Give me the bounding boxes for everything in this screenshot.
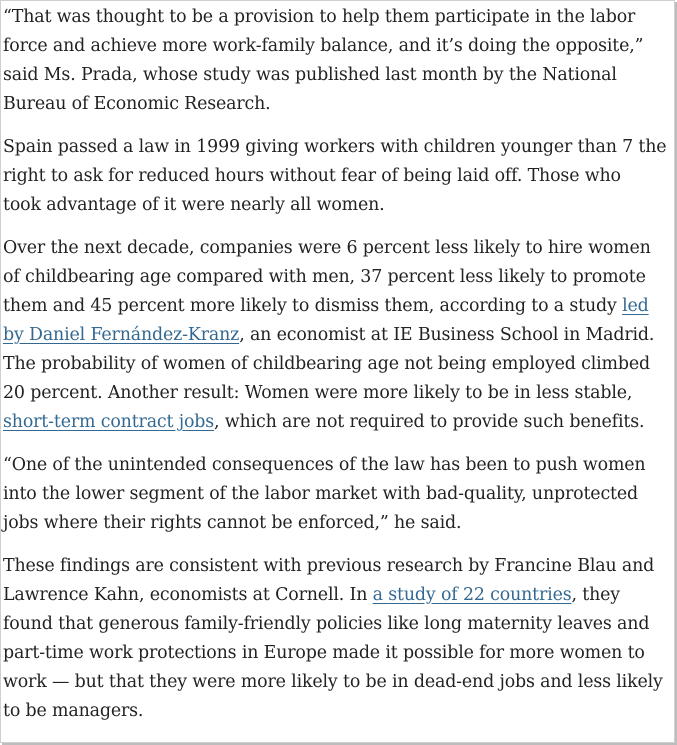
text-line: into the lower segment of the labor market with bad-quality, unprotected (3, 484, 638, 504)
paragraph-unintended-consequences (3, 451, 675, 538)
text-line: of childbearing age compared with men, 37 percent less likely to promote (3, 267, 646, 287)
text-fragment: , which are not required to provide such benefits. (214, 412, 645, 432)
text-line: “One of the unintended consequences of the law has been to push women (3, 455, 646, 475)
text-line: part-time work protections in Europe made it possible for more women to (3, 643, 645, 663)
study-of-22-countries-link[interactable]: a study of 22 countries (372, 585, 572, 605)
study-link-fernandez-kranz[interactable]: by Daniel Fernández-Kranz (3, 325, 240, 345)
text-fragment: Lawrence Kahn, economists at Cornell. In (3, 585, 373, 605)
text-line: Spain passed a law in 1999 giving workers with children younger than 7 the (3, 137, 667, 157)
text-line: to be managers. (3, 701, 144, 721)
text-fragment: , an economist at IE Business School in Madrid. (239, 325, 655, 345)
text-line (3, 408, 675, 437)
text-line (3, 321, 675, 350)
text-line: force and achieve more work-family balance, and it’s doing the opposite,” (3, 36, 644, 56)
text-line: “That was thought to be a provision to help them participate in the labor (3, 7, 636, 27)
text-line: 20 percent. Another result: Women were more likely to be in less stable, (3, 383, 633, 403)
paragraph-spain-law (3, 133, 675, 220)
text-line: took advantage of it were nearly all women. (3, 195, 385, 215)
text-line: jobs where their rights cannot be enforced,” he said. (3, 513, 462, 533)
text-line: said Ms. Prada, whose study was published last month by the National (3, 65, 617, 85)
text-line (3, 292, 675, 321)
text-line: The probability of women of childbearing age not being employed climbed (3, 354, 650, 374)
text-line: right to ask for reduced hours without fear of being laid off. Those who (3, 166, 621, 186)
text-line: Bureau of Economic Research. (3, 94, 271, 114)
text-line (3, 581, 675, 610)
paragraph-prada-quote (3, 3, 675, 119)
paragraph-next-decade (3, 234, 675, 437)
text-line: Over the next decade, companies were 6 percent less likely to hire women (3, 238, 651, 258)
short-term-contract-jobs-link[interactable]: short-term contract jobs (3, 412, 215, 432)
article-body (1, 1, 675, 740)
text-line: work — but that they were more likely to be in dead-end jobs and less likely (3, 672, 663, 692)
paragraph-blau-kahn (3, 552, 675, 726)
study-link-led[interactable]: led (622, 296, 649, 316)
text-fragment: , they (571, 585, 620, 605)
text-line: found that generous family-friendly policies like long maternity leaves and (3, 614, 650, 634)
text-fragment: them and 45 percent more likely to dismiss them, according to a study (3, 296, 623, 316)
text-line: These findings are consistent with previous research by Francine Blau and (3, 556, 655, 576)
